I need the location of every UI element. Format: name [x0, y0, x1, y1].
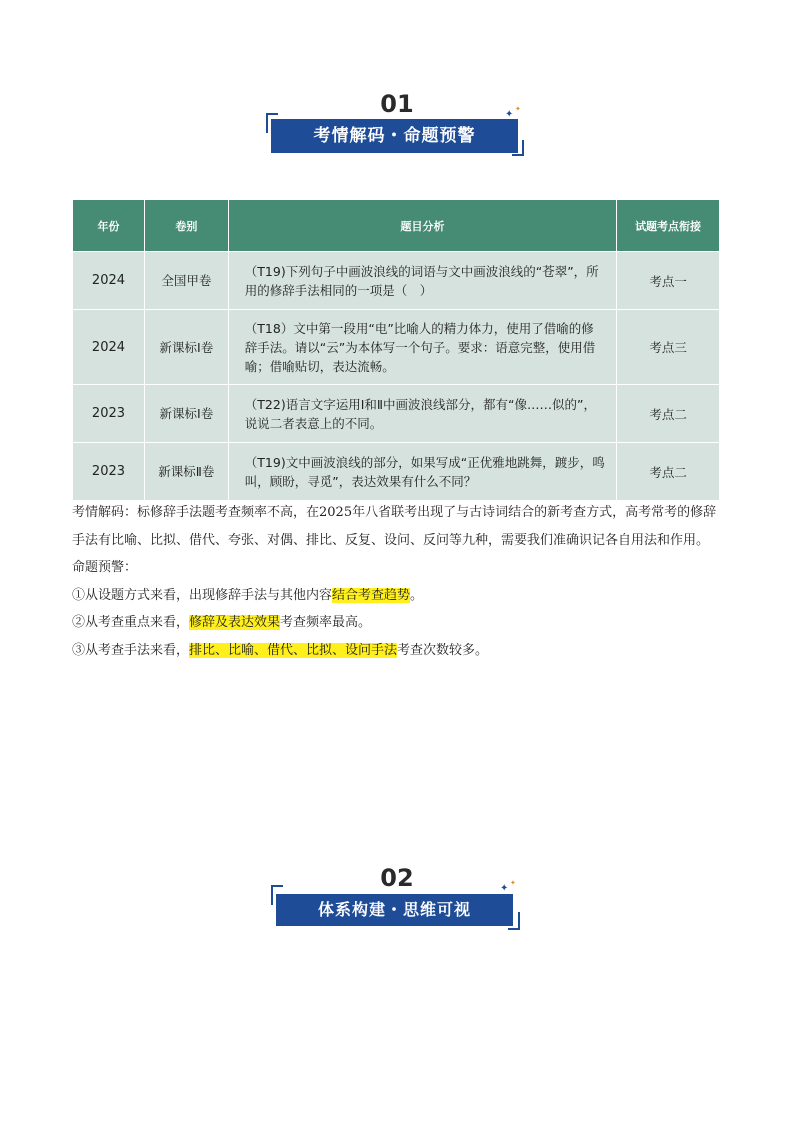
table-header-row [73, 200, 720, 252]
item-text: 考查频率最高。 [280, 615, 372, 630]
cell-year: 2024 [73, 252, 145, 310]
table-row [73, 310, 720, 385]
column-header-paper: 卷别 [144, 200, 228, 252]
item-text: 考查次数较多。 [397, 642, 489, 658]
sparkle-icon: ✦ [510, 879, 516, 887]
cell-year: 2024 [73, 310, 145, 385]
cell-analysis: （T19)文中画波浪线的部分，如果写成“正优雅地跳舞，踱步，鸣叫，顾盼，寻觅”，表达效果有什么不同？ [228, 443, 616, 501]
sparkle-icon: ✦ [515, 105, 521, 113]
cell-year: 2023 [73, 443, 145, 501]
table-row [73, 385, 720, 443]
column-header-point: 试题考点衔接 [617, 200, 720, 252]
column-header-analysis: 题目分析 [228, 200, 616, 252]
item-text: ②从考查重点来看， [72, 615, 190, 630]
cell-paper: 新课标Ⅰ卷 [144, 385, 228, 443]
item-text: 。 [410, 587, 424, 603]
sparkle-icon: ✦ [500, 883, 509, 894]
cell-analysis: （T18）文中第一段用“电”比喻人的精力体力，使用了借喻的修辞手法。请以“云”为本体写一个句子。要求：语意完整，使用借喻；借喻贴切，表达流畅。 [228, 310, 616, 385]
item-text: ①从设题方式来看，出现修辞手法与其他内容 [72, 587, 333, 603]
highlighted-text: 排比、比喻、借代、比拟、设问手法 [189, 642, 398, 658]
warning-label: 命题预警： [72, 560, 138, 575]
section-1-title: 考情解码・命题预警 [271, 119, 518, 153]
warning-item-3 [72, 637, 724, 665]
cell-analysis: （T19)下列句子中画波浪线的词语与文中画波浪线的“苍翠”，所用的修辞手法相同的一项是（ ） [228, 252, 616, 310]
section-2-number: 02 [380, 864, 414, 892]
highlighted-text: 修辞及表达效果 [189, 615, 281, 630]
section-1-number: 01 [380, 90, 414, 118]
table-row [73, 443, 720, 501]
highlighted-text: 结合考查趋势 [332, 587, 411, 603]
analysis-intro: 考情解码：标修辞手法题考查频率不高，在2025年八省联考出现了与古诗词结合的新考查方式，高考常考的修辞手法有比喻、比拟、借代、夸张、对偶、排比、反复、设问、反问等九种，需要我们准确识记各自用法和作用。 [72, 505, 717, 548]
analysis-text-block [72, 499, 724, 664]
section-2-heading [0, 862, 794, 942]
cell-point: 考点一 [617, 252, 720, 310]
exam-analysis-table [72, 199, 720, 501]
warning-item-2 [72, 609, 724, 637]
sparkle-icon: ✦ [505, 109, 514, 120]
section-1-heading [0, 88, 794, 168]
column-header-year: 年份 [73, 200, 145, 252]
cell-paper: 全国甲卷 [144, 252, 228, 310]
cell-analysis: （T22)语言文字运用Ⅰ和Ⅱ中画波浪线部分，都有“像……似的”，说说二者表意上的不同。 [228, 385, 616, 443]
section-2-title: 体系构建・思维可视 [276, 894, 513, 926]
cell-paper: 新课标Ⅱ卷 [144, 443, 228, 501]
cell-point: 考点二 [617, 385, 720, 443]
item-text: ③从考查手法来看， [72, 642, 190, 658]
table-row [73, 252, 720, 310]
cell-year: 2023 [73, 385, 145, 443]
cell-point: 考点三 [617, 310, 720, 385]
warning-item-1 [72, 582, 724, 610]
cell-point: 考点二 [617, 443, 720, 501]
cell-paper: 新课标Ⅰ卷 [144, 310, 228, 385]
